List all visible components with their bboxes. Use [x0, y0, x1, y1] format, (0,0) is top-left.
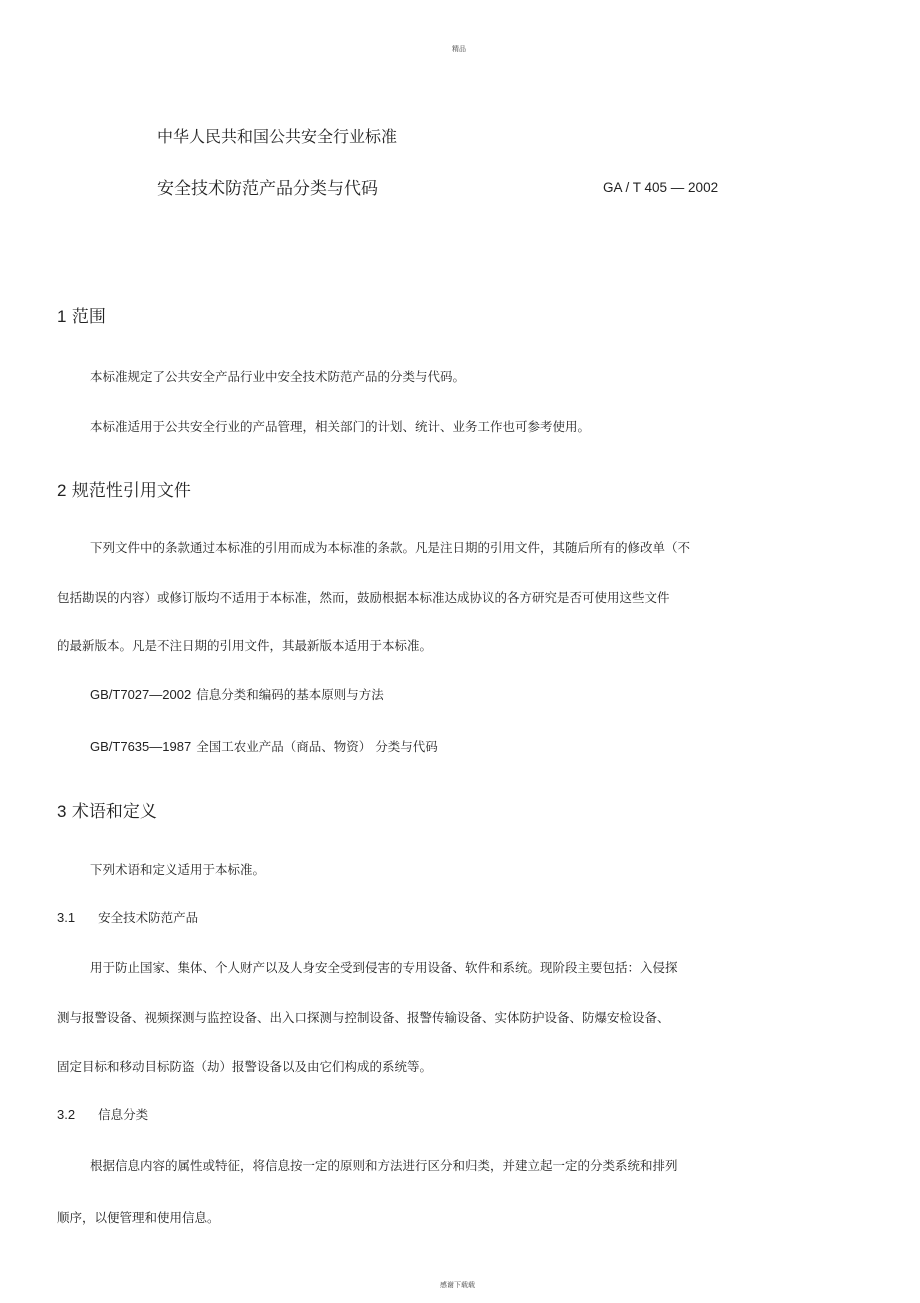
section-number: 3 [57, 802, 67, 821]
paragraph: 本标准适用于公共安全行业的产品管理，相关部门的计划、统计、业务工作也可参考使用。 [90, 419, 591, 434]
section-heading-3 [57, 797, 157, 822]
paragraph-line: 下列文件中的条款通过本标准的引用而成为本标准的条款。凡是注日期的引用文件，其随后所有的修改单（不 [90, 540, 691, 555]
footer-mark: 感谢下载载 [440, 1281, 475, 1289]
term-heading [57, 907, 198, 926]
section-number: 2 [57, 481, 67, 500]
paragraph-line: 顺序，以便管理和使用信息。 [57, 1210, 220, 1225]
section-heading-2 [57, 476, 191, 501]
section-number: 1 [57, 307, 67, 326]
paragraph-line: 的最新版本。凡是不注日期的引用文件，其最新版本适用于本标准。 [57, 638, 433, 653]
header-mark: 精品 [452, 45, 466, 53]
section-title: 术语和定义 [71, 802, 157, 822]
paragraph-line: 包括勘误的内容）或修订版均不适用于本标准，然而，鼓励根据本标准达成协议的各方研究是否可使用这些文件 [57, 590, 670, 605]
term-number: 3.2 [57, 1107, 76, 1122]
reference-item [90, 736, 438, 755]
section-title: 范围 [71, 307, 106, 327]
reference-title: 信息分类和编码的基本原则与方法 [196, 687, 384, 702]
reference-code: GB/T7635—1987 [90, 739, 192, 754]
term-number: 3.1 [57, 910, 76, 925]
section-title: 规范性引用文件 [71, 481, 191, 501]
standard-code: GA / T 405 — 2002 [603, 180, 719, 195]
section-heading-1 [57, 302, 106, 327]
paragraph-line: 根据信息内容的属性或特征，将信息按一定的原则和方法进行区分和归类，并建立起一定的分类系统和排列 [90, 1158, 678, 1173]
paragraph: 下列术语和定义适用于本标准。 [90, 862, 266, 877]
reference-code: GB/T7027—2002 [90, 687, 192, 702]
term-title: 信息分类 [98, 1107, 149, 1122]
reference-title: 全国工农业产品（商品、物资） 分类与代码 [196, 739, 438, 754]
reference-item [90, 684, 384, 703]
standard-org: 中华人民共和国公共安全行业标准 [157, 127, 398, 146]
paragraph: 本标准规定了公共安全产品行业中安全技术防范产品的分类与代码。 [90, 369, 466, 384]
standard-title: 安全技术防范产品分类与代码 [157, 179, 378, 199]
term-heading [57, 1104, 148, 1123]
paragraph-line: 测与报警设备、视频探测与监控设备、出入口探测与控制设备、报警传输设备、实体防护设备、防爆安检设备、 [57, 1010, 670, 1025]
paragraph-line: 固定目标和移动目标防盗（劫）报警设备以及由它们构成的系统等。 [57, 1059, 433, 1074]
term-title: 安全技术防范产品 [98, 910, 199, 925]
paragraph-line: 用于防止国家、集体、个人财产以及人身安全受到侵害的专用设备、软件和系统。现阶段主要包括：入侵探 [90, 960, 678, 975]
